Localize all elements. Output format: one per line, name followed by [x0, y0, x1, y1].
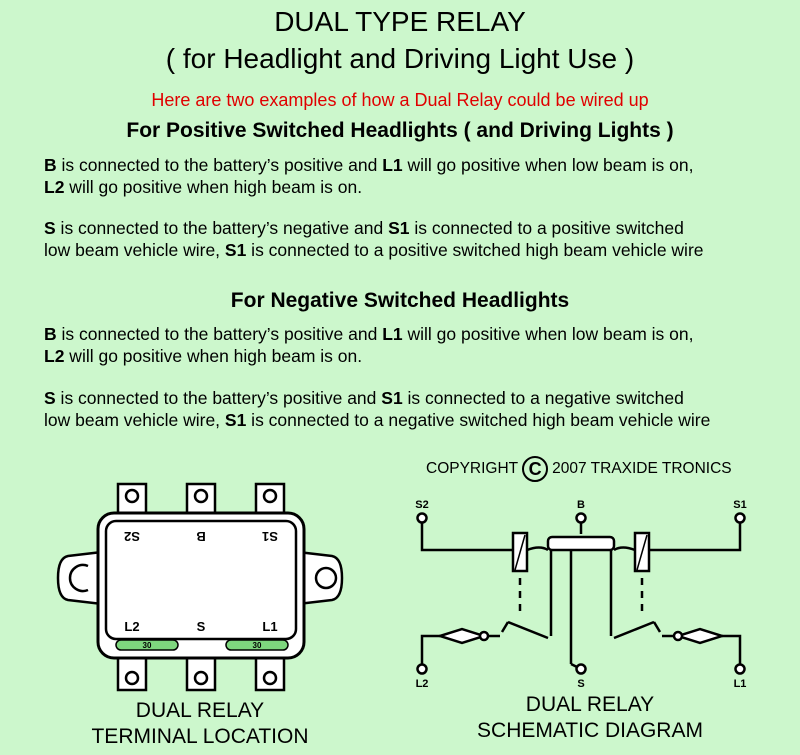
fuse-label-right: 30	[252, 641, 262, 650]
text-segment: is connected to the battery’s positive and	[56, 324, 383, 344]
bold-term: S	[44, 388, 56, 408]
positive-heading: For Positive Switched Headlights ( and Driving Lights )	[126, 119, 674, 142]
copyright-suffix: 2007 TRAXIDE TRONICS	[552, 460, 732, 477]
bold-term: S1	[224, 410, 247, 430]
text-segment: is connected to a positive switched high beam vehicle wire	[246, 240, 704, 260]
terminal-l2	[418, 665, 427, 674]
schematic-caption-line2: SCHEMATIC DIAGRAM	[477, 719, 703, 742]
fuse-label-left: 30	[142, 641, 152, 650]
copyright-icon: C	[522, 456, 548, 482]
schematic-label-l1: L1	[733, 678, 747, 690]
text-segment: is connected to the battery’s positive and	[56, 155, 383, 175]
text-segment: will go positive when low beam is on,	[402, 324, 694, 344]
schematic-label-l2: L2	[415, 678, 429, 690]
schematic-caption-line1: DUAL RELAY	[525, 693, 655, 716]
text-segment: is connected to the battery’s negative and	[55, 218, 389, 238]
page-title: DUAL TYPE RELAY	[274, 6, 526, 37]
common-bar	[548, 537, 614, 550]
terminal-b	[577, 514, 586, 523]
terminal-diagram	[58, 484, 342, 690]
terminal-caption-line1: DUAL RELAY	[135, 699, 265, 722]
terminal-label-s: S	[196, 619, 206, 634]
mount-tab-left	[58, 552, 102, 604]
text-segment: is connected to a negative switched	[402, 388, 684, 408]
text-segment: is connected to a negative switched high beam vehicle wire	[246, 410, 711, 430]
terminal-s1	[736, 514, 745, 523]
terminal-s2	[418, 514, 427, 523]
text-segment: low beam vehicle wire,	[44, 240, 225, 260]
schematic-diagram	[418, 514, 745, 674]
terminal-label-s1: S1	[262, 529, 278, 544]
bold-term: L2	[44, 177, 65, 197]
terminal-caption	[40, 698, 360, 750]
text-segment: will go positive when high beam is on.	[64, 346, 363, 366]
text-segment: low beam vehicle wire,	[44, 410, 225, 430]
terminal-label-l2: L2	[124, 619, 140, 634]
bold-term: S	[44, 218, 56, 238]
bold-term: L1	[382, 324, 403, 344]
negative-heading: For Negative Switched Headlights	[230, 289, 570, 312]
terminal-label-l1: L1	[262, 619, 278, 634]
schematic-label-s1: S1	[733, 499, 747, 511]
intro-text: Here are two examples of how a Dual Relay could be wired up	[151, 90, 649, 110]
text-segment: will go positive when high beam is on.	[64, 177, 363, 197]
bold-term: B	[44, 155, 57, 175]
bold-term: S1	[381, 388, 403, 408]
terminal-caption-line2: TERMINAL LOCATION	[91, 725, 309, 748]
terminal-l1	[736, 665, 745, 674]
bold-term: L2	[44, 346, 65, 366]
schematic-label-s: S	[577, 678, 585, 690]
text-segment: is connected to the battery’s positive and	[55, 388, 382, 408]
bold-term: S1	[388, 218, 410, 238]
terminal-label-b: B	[196, 529, 206, 544]
text-segment: is connected to a positive switched	[409, 218, 684, 238]
text-segment: will go positive when low beam is on,	[402, 155, 694, 175]
page-subtitle: ( for Headlight and Driving Light Use )	[165, 43, 635, 74]
copyright-prefix: COPYRIGHT	[426, 460, 519, 477]
bold-term: B	[44, 324, 57, 344]
terminal-s	[577, 665, 586, 674]
bold-term: L1	[382, 155, 403, 175]
schematic-label-s2: S2	[415, 499, 429, 511]
terminal-label-s2: S2	[124, 529, 140, 544]
bold-term: S1	[224, 240, 247, 260]
schematic-caption	[420, 692, 760, 744]
schematic-label-b: B	[577, 499, 585, 511]
